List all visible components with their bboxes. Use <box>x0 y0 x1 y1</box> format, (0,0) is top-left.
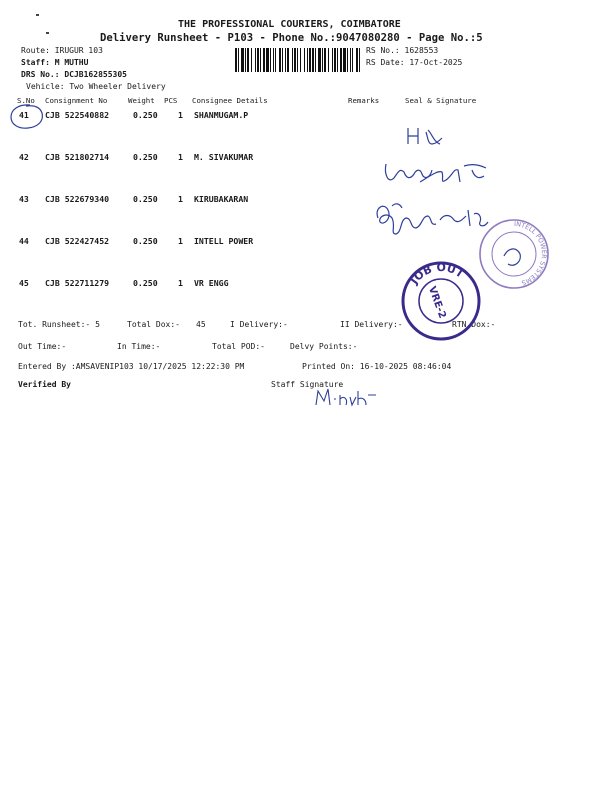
scan-speck <box>46 32 49 34</box>
barcode-bar <box>282 48 283 72</box>
row-pcs: 1 <box>178 278 183 288</box>
barcode-bar <box>297 48 298 72</box>
col-consignment: Consignment No <box>45 96 108 105</box>
col-remarks: Remarks <box>348 96 380 105</box>
entered-by: Entered By :AMSAVENIP103 10/17/2025 12:22:30 PM <box>18 362 245 371</box>
row-consignment: CJB 522679340 <box>45 194 110 204</box>
row-pcs: 1 <box>178 194 183 204</box>
barcode-bar <box>251 48 252 72</box>
barcode-bar <box>350 48 351 72</box>
total-dox-value: 45 <box>196 320 206 329</box>
job-out-stamp <box>398 258 484 344</box>
barcode-bar <box>292 48 293 72</box>
rs-date: RS Date: 17-Oct-2025 <box>366 58 463 67</box>
in-time-label: In Time:- <box>117 342 161 351</box>
barcode-bar <box>332 48 333 72</box>
row-sno: 45 <box>19 278 29 288</box>
partial-stamp-text: INTELL POWER SYSTEMS <box>513 219 549 287</box>
row-consignee: KIRUBAKARAN <box>194 194 249 204</box>
row-pcs: 1 <box>178 236 183 246</box>
row-sno: 44 <box>19 236 29 246</box>
barcode-bar <box>309 48 311 72</box>
barcode-bar <box>347 48 348 72</box>
row-consignee: M. SIVAKUMAR <box>194 152 254 162</box>
barcode-bar <box>312 48 314 72</box>
svg-text:JOB OUT <box>407 261 467 288</box>
row-pcs: 1 <box>178 152 183 162</box>
rtn-dox-label: RTN Dox:- <box>452 320 496 329</box>
vehicle-label: Vehicle: Two Wheeler Delivery <box>26 82 166 91</box>
barcode-bar <box>307 48 308 72</box>
rs-number: RS No.: 1628553 <box>366 46 439 55</box>
barcode-bar <box>322 48 323 72</box>
barcode-bar <box>257 48 259 72</box>
ii-delivery-label: II Delivery:- <box>340 320 403 329</box>
barcode-bar <box>343 48 346 72</box>
barcode-bar <box>260 48 261 72</box>
barcode-bar <box>340 48 342 72</box>
printed-on: Printed On: 16-10-2025 08:46:04 <box>302 362 452 371</box>
row-weight: 0.250 <box>133 110 158 120</box>
out-time-label: Out Time:- <box>18 342 67 351</box>
barcode-bar <box>315 48 316 72</box>
row-consignee: SHANMUGAM.P <box>194 110 249 120</box>
row-consignment: CJB 521802714 <box>45 152 110 162</box>
staff-label: Staff: M MUTHU <box>21 58 89 67</box>
row-weight: 0.250 <box>133 278 158 288</box>
barcode-bar <box>300 48 301 72</box>
barcode-bar <box>241 48 244 72</box>
barcode-bar <box>356 48 358 72</box>
row-sno: 42 <box>19 152 29 162</box>
barcode-bar <box>275 48 276 72</box>
row-consignee: INTELL POWER <box>194 236 254 246</box>
company-title: THE PROFESSIONAL COURIERS, COIMBATORE <box>178 19 401 30</box>
barcode-bar <box>273 48 274 72</box>
barcode-bar <box>359 48 360 72</box>
drs-number: DRS No.: DCJB162855305 <box>21 70 127 79</box>
row-weight: 0.250 <box>133 236 158 246</box>
col-seal-signature: Seal & Signature <box>405 96 477 105</box>
i-delivery-label: I Delivery:- <box>230 320 288 329</box>
col-pcs: PCS <box>164 96 178 105</box>
row-sno: 41 <box>19 110 29 120</box>
hand-drawn-circle <box>8 102 48 132</box>
row-weight: 0.250 <box>133 194 158 204</box>
staff-signature-scribble <box>312 385 382 411</box>
runsheet-subtitle: Delivery Runsheet - P103 - Phone No.:9047080280 - Page No.:5 <box>100 32 483 44</box>
row-consignment: CJB 522427452 <box>45 236 110 246</box>
barcode-bar <box>337 48 338 72</box>
signature-row-42 <box>380 156 500 194</box>
barcode-bar <box>279 48 281 72</box>
verified-by-label: Verified By <box>18 380 71 389</box>
row-pcs: 1 <box>178 110 183 120</box>
barcode-bar <box>247 48 249 72</box>
total-dox-label: Total Dox:- <box>127 320 180 329</box>
barcode-bar <box>263 48 265 72</box>
round-stamp-code: VRE-2 <box>425 284 448 321</box>
col-sno: S.No <box>17 96 35 105</box>
barcode-bar <box>255 48 256 72</box>
route-label: Route: IRUGUR 103 <box>21 46 103 55</box>
tot-runsheet: Tot. Runsheet:- 5 <box>18 320 100 329</box>
barcode <box>235 48 361 72</box>
col-weight: Weight <box>128 96 155 105</box>
barcode-bar <box>294 48 296 72</box>
barcode-bar <box>245 48 246 72</box>
barcode-bar <box>318 48 321 72</box>
row-consignment: CJB 522711279 <box>45 278 110 288</box>
scan-speck <box>36 14 39 16</box>
signature-row-41 <box>402 124 452 154</box>
barcode-bar <box>304 48 305 72</box>
table-row <box>0 110 600 124</box>
barcode-bar <box>328 48 329 72</box>
row-consignee: VR ENGG <box>194 278 229 288</box>
partial-company-stamp <box>474 214 554 294</box>
barcode-bar <box>334 48 336 72</box>
row-consignment: CJB 522540882 <box>45 110 110 120</box>
table-row <box>0 194 600 208</box>
barcode-bar <box>324 48 326 72</box>
barcode-bar <box>270 48 271 72</box>
staff-signature-label: Staff Signature <box>271 380 344 389</box>
delvy-points-label: Delvy Points:- <box>290 342 358 351</box>
barcode-bar <box>235 48 237 72</box>
round-stamp-text: JOB OUT <box>407 260 467 287</box>
barcode-bar <box>285 48 286 72</box>
barcode-bar <box>352 48 353 72</box>
barcode-bar <box>266 48 269 72</box>
row-weight: 0.250 <box>133 152 158 162</box>
col-consignee: Consignee Details <box>192 96 268 105</box>
total-pod-label: Total POD:- <box>212 342 265 351</box>
barcode-bar <box>238 48 239 72</box>
table-row <box>0 152 600 166</box>
barcode-bar <box>287 48 289 72</box>
row-sno: 43 <box>19 194 29 204</box>
